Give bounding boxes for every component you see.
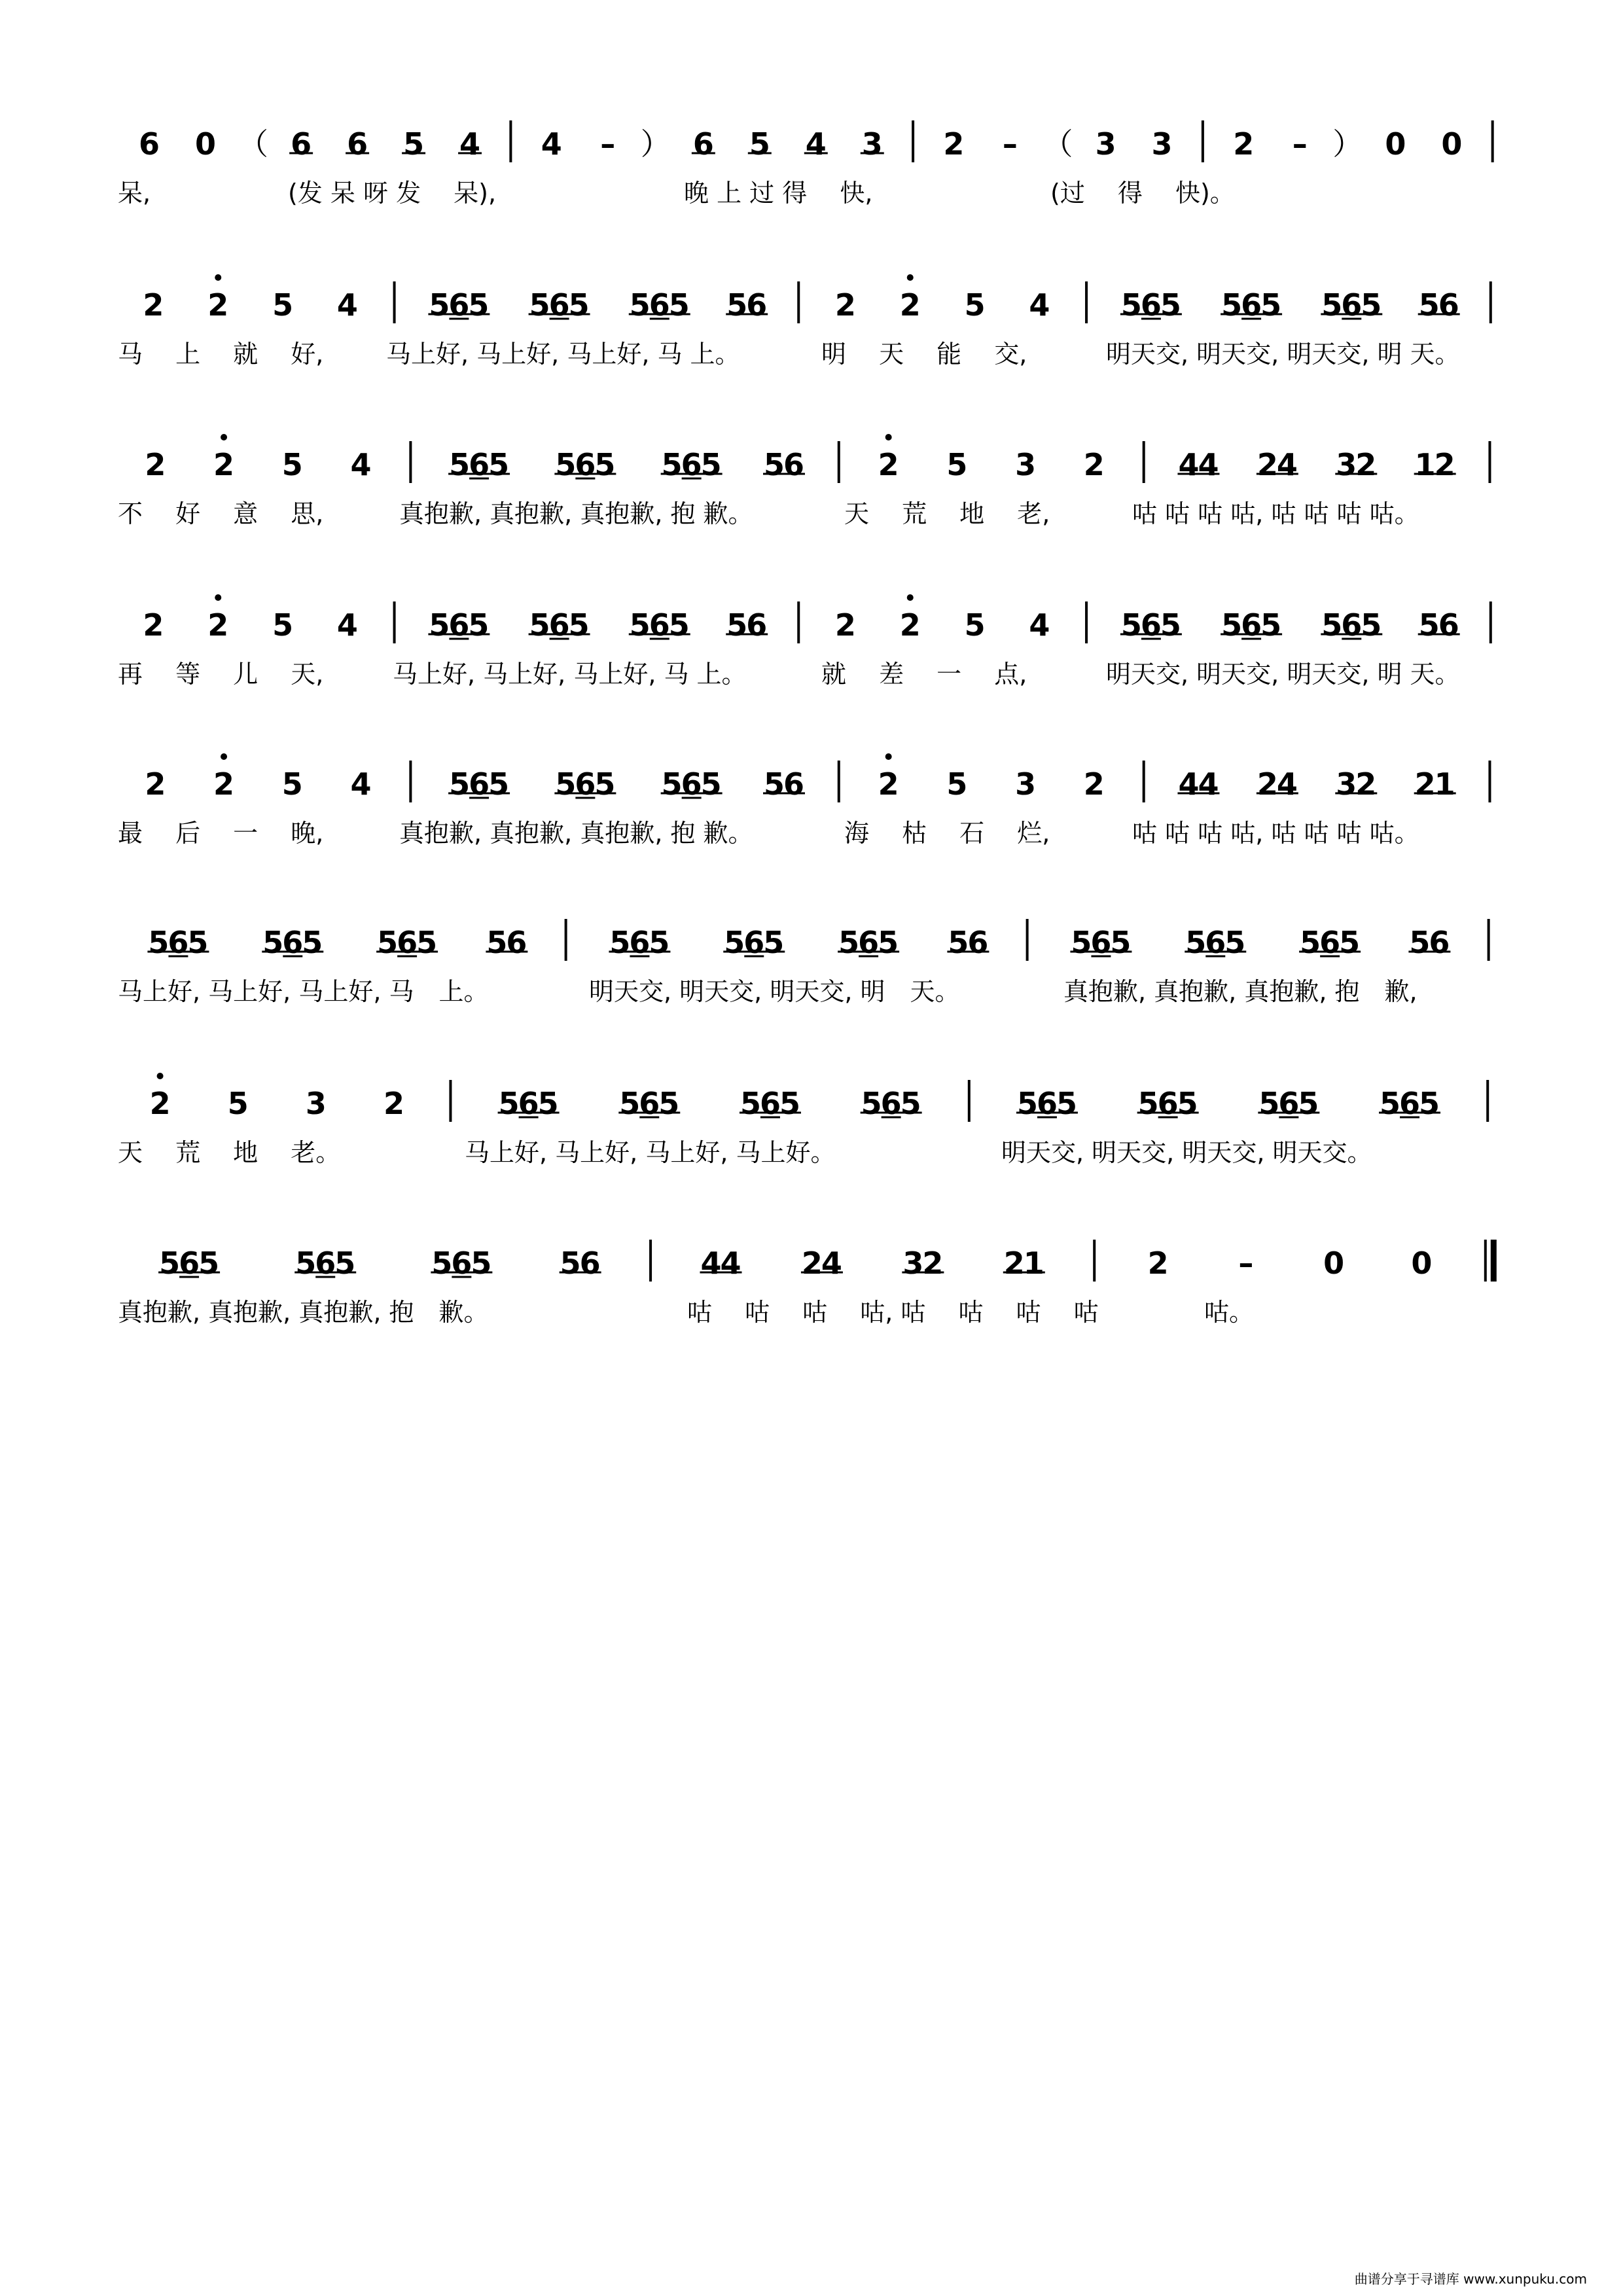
note-digit: 4 bbox=[350, 447, 372, 482]
note-digit: 2 bbox=[1083, 766, 1105, 802]
note-digit: 5 bbox=[468, 607, 490, 643]
note-digit: 3 bbox=[305, 1086, 327, 1121]
note-digit: 2 bbox=[213, 447, 235, 482]
note-digit: 6 bbox=[1319, 925, 1341, 960]
note-digit: 3 bbox=[1015, 766, 1037, 802]
lyric-line: 真抱歉, 真抱歉, 真抱歉, 抱 歉。 bbox=[399, 499, 753, 528]
note-digit: 2 bbox=[1355, 447, 1377, 482]
octave-dot bbox=[221, 753, 227, 760]
note-digit: 2 bbox=[801, 1246, 823, 1281]
note-digit: 2 bbox=[149, 1086, 171, 1121]
note-digit: 5 bbox=[1260, 607, 1282, 643]
note-digit: 5 bbox=[668, 607, 690, 643]
note-digit: 2 bbox=[834, 607, 856, 643]
note-digit: 5 bbox=[449, 766, 471, 802]
note-digit: 6 bbox=[783, 766, 805, 802]
note-digit: 5 bbox=[946, 447, 968, 482]
note-digit: 5 bbox=[1224, 925, 1246, 960]
lyric-line: 咕。 bbox=[1204, 1298, 1255, 1327]
octave-dot bbox=[885, 434, 892, 440]
note-digit: 6 bbox=[579, 1246, 601, 1281]
note-digit: 5 bbox=[1321, 287, 1343, 323]
note-digit: 5 bbox=[227, 1086, 249, 1121]
extension-dash: – bbox=[600, 126, 616, 162]
lyric-line: 天 荒 地 老, bbox=[844, 499, 1050, 528]
note-digit: 5 bbox=[159, 1246, 181, 1281]
note-digit: 5 bbox=[187, 925, 209, 960]
lyric-line: 真抱歉, 真抱歉, 真抱歉, 抱 歉。 bbox=[118, 1298, 489, 1327]
lyric-line: 真抱歉, 真抱歉, 真抱歉, 抱 歉, bbox=[1063, 977, 1418, 1006]
note-digit: 6 bbox=[1241, 607, 1262, 643]
extension-dash: – bbox=[1002, 126, 1018, 162]
note-digit: 5 bbox=[1120, 607, 1142, 643]
note-digit: 4 bbox=[700, 1246, 722, 1281]
note-digit: 5 bbox=[861, 1086, 882, 1121]
note-digit: 2 bbox=[1147, 1246, 1169, 1281]
note-digit: 6 bbox=[506, 925, 527, 960]
note-digit: 4 bbox=[541, 126, 562, 162]
note-digit: 2 bbox=[145, 766, 166, 802]
lyric-line: 呆, bbox=[118, 179, 151, 207]
note-digit: 5 bbox=[1110, 925, 1132, 960]
note-digit: 5 bbox=[763, 447, 785, 482]
note-digit: 5 bbox=[700, 766, 722, 802]
lyric-line: 最 后 一 晚, bbox=[118, 819, 324, 848]
note-digit: 0 bbox=[1441, 126, 1463, 162]
note-digit: 5 bbox=[1120, 287, 1142, 323]
note-digit: 5 bbox=[560, 1246, 581, 1281]
note-digit: 5 bbox=[661, 766, 683, 802]
lyric-line: 天 荒 地 老。 bbox=[118, 1138, 341, 1167]
note-digit: 2 bbox=[1083, 447, 1105, 482]
note-digit: 6 bbox=[1438, 607, 1459, 643]
note-digit: 6 bbox=[575, 766, 596, 802]
note-digit: 5 bbox=[668, 287, 690, 323]
note-digit: 5 bbox=[658, 1086, 680, 1121]
lyric-line: (过 得 快)。 bbox=[1050, 179, 1235, 207]
note-digit: 3 bbox=[1336, 447, 1357, 482]
lyric-line: 明天交, 明天交, 明天交, 明天交。 bbox=[1001, 1138, 1372, 1167]
octave-dot bbox=[215, 274, 221, 281]
note-digit: 4 bbox=[336, 607, 358, 643]
note-digit: 0 bbox=[1323, 1246, 1345, 1281]
final-barline bbox=[1491, 1240, 1497, 1282]
octave-dot bbox=[885, 753, 892, 760]
note-digit: 2 bbox=[213, 766, 235, 802]
note-digit: 6 bbox=[518, 1086, 539, 1121]
note-digit: 6 bbox=[179, 1246, 200, 1281]
lyric-line: 马上好, 马上好, 马上好, 马 上。 bbox=[118, 977, 489, 1006]
note-digit: 6 bbox=[692, 126, 714, 162]
note-digit: 6 bbox=[397, 925, 418, 960]
lyric-line: 明天交, 明天交, 明天交, 明 天。 bbox=[1106, 660, 1460, 689]
note-digit: 5 bbox=[1160, 287, 1181, 323]
note-digit: 5 bbox=[272, 607, 294, 643]
note-digit: 5 bbox=[964, 287, 986, 323]
note-digit: 5 bbox=[629, 607, 651, 643]
note-digit: 2 bbox=[145, 447, 166, 482]
note-digit: 5 bbox=[740, 1086, 761, 1121]
note-digit: 5 bbox=[1298, 1086, 1319, 1121]
note-digit: 5 bbox=[1221, 287, 1243, 323]
note-digit: 2 bbox=[1233, 126, 1255, 162]
note-digit: 5 bbox=[1300, 925, 1321, 960]
note-digit: 4 bbox=[1029, 607, 1050, 643]
note-digit: 5 bbox=[555, 766, 577, 802]
note-digit: 5 bbox=[198, 1246, 220, 1281]
note-digit: 6 bbox=[451, 1246, 473, 1281]
note-digit: 6 bbox=[967, 925, 989, 960]
note-digit: 5 bbox=[1418, 287, 1440, 323]
note-digit: 5 bbox=[281, 447, 303, 482]
note-digit: 5 bbox=[498, 1086, 520, 1121]
note-digit: 5 bbox=[629, 287, 651, 323]
note-digit: 6 bbox=[681, 447, 702, 482]
lyric-line: 咕 咕 咕 咕, 咕 咕 咕 咕。 bbox=[1132, 499, 1419, 528]
lyric-line: 再 等 儿 天, bbox=[118, 660, 324, 689]
note-digit: 5 bbox=[281, 766, 303, 802]
note-digit: 6 bbox=[1140, 287, 1162, 323]
note-digit: 5 bbox=[449, 447, 471, 482]
note-digit: 5 bbox=[763, 766, 785, 802]
note-digit: 6 bbox=[1429, 925, 1450, 960]
note-digit: 5 bbox=[594, 766, 616, 802]
octave-dot bbox=[907, 274, 914, 281]
note-digit: 1 bbox=[1434, 766, 1455, 802]
note-digit: 6 bbox=[347, 126, 368, 162]
note-digit: 5 bbox=[537, 1086, 559, 1121]
note-digit: 5 bbox=[486, 925, 508, 960]
extension-dash: – bbox=[1238, 1246, 1254, 1281]
note-digit: 5 bbox=[272, 287, 294, 323]
note-digit: 4 bbox=[350, 766, 372, 802]
note-digit: 2 bbox=[207, 287, 229, 323]
lyric-line: 马上好, 马上好, 马上好, 马 上。 bbox=[393, 660, 747, 689]
note-digit: 6 bbox=[469, 447, 490, 482]
note-digit: 3 bbox=[861, 126, 883, 162]
note-digit: 6 bbox=[1341, 607, 1363, 643]
note-digit: 4 bbox=[336, 287, 358, 323]
lyric-line: 明 天 能 交, bbox=[821, 340, 1027, 368]
note-digit: 2 bbox=[1257, 766, 1278, 802]
note-digit: 3 bbox=[1151, 126, 1173, 162]
note-digit: 2 bbox=[899, 607, 921, 643]
parenthesis: ） bbox=[640, 126, 671, 162]
note-digit: 5 bbox=[488, 447, 510, 482]
note-digit: 6 bbox=[639, 1086, 660, 1121]
note-digit: 1 bbox=[1414, 447, 1436, 482]
note-digit: 5 bbox=[334, 1246, 356, 1281]
note-digit: 3 bbox=[1015, 447, 1037, 482]
note-digit: 5 bbox=[878, 925, 899, 960]
note-digit: 6 bbox=[1278, 1086, 1300, 1121]
lyric-line: 晚 上 过 得 快, bbox=[684, 179, 873, 207]
note-digit: 2 bbox=[1434, 447, 1455, 482]
note-digit: 6 bbox=[469, 766, 490, 802]
note-digit: 3 bbox=[1336, 766, 1357, 802]
note-digit: 6 bbox=[649, 607, 670, 643]
note-digit: 4 bbox=[1029, 287, 1050, 323]
lyric-line: 马上好, 马上好, 马上好, 马上好。 bbox=[465, 1138, 836, 1167]
note-digit: 6 bbox=[746, 287, 768, 323]
note-digit: 5 bbox=[429, 607, 450, 643]
note-digit: 5 bbox=[529, 287, 550, 323]
note-digit: 6 bbox=[1205, 925, 1226, 960]
note-digit: 4 bbox=[1276, 447, 1298, 482]
note-digit: 6 bbox=[880, 1086, 902, 1121]
note-digit: 2 bbox=[922, 1246, 944, 1281]
note-digit: 5 bbox=[431, 1246, 453, 1281]
note-digit: 2 bbox=[878, 447, 899, 482]
note-digit: 6 bbox=[858, 925, 880, 960]
note-digit: 2 bbox=[207, 607, 229, 643]
note-digit: 5 bbox=[726, 287, 748, 323]
note-digit: 5 bbox=[468, 287, 490, 323]
note-digit: 5 bbox=[377, 925, 399, 960]
note-digit: 2 bbox=[383, 1086, 405, 1121]
note-digit: 5 bbox=[295, 1246, 317, 1281]
note-digit: 6 bbox=[1036, 1086, 1058, 1121]
note-digit: 5 bbox=[429, 287, 450, 323]
note-digit: 5 bbox=[416, 925, 438, 960]
note-digit: 5 bbox=[1339, 925, 1361, 960]
note-digit: 5 bbox=[1016, 1086, 1038, 1121]
note-digit: 6 bbox=[1341, 287, 1363, 323]
octave-dot bbox=[221, 434, 227, 440]
note-digit: 5 bbox=[900, 1086, 921, 1121]
note-digit: 5 bbox=[555, 447, 577, 482]
lyric-line: 咕 咕 咕 咕, 咕 咕 咕 咕 bbox=[687, 1298, 1099, 1327]
note-digit: 5 bbox=[661, 447, 683, 482]
note-digit: 3 bbox=[902, 1246, 924, 1281]
note-digit: 5 bbox=[262, 925, 284, 960]
note-digit: 5 bbox=[1260, 287, 1282, 323]
note-digit: 6 bbox=[138, 126, 160, 162]
parenthesis: ） bbox=[1332, 126, 1363, 162]
note-digit: 4 bbox=[1198, 766, 1219, 802]
note-digit: 5 bbox=[1361, 287, 1382, 323]
note-digit: 2 bbox=[143, 607, 164, 643]
note-digit: 5 bbox=[529, 607, 550, 643]
lyric-line: 明天交, 明天交, 明天交, 明 天。 bbox=[1106, 340, 1460, 368]
note-digit: 5 bbox=[964, 607, 986, 643]
note-digit: 6 bbox=[315, 1246, 336, 1281]
note-digit: 5 bbox=[649, 925, 670, 960]
note-digit: 5 bbox=[1221, 607, 1243, 643]
note-digit: 5 bbox=[1380, 1086, 1401, 1121]
note-digit: 2 bbox=[1257, 447, 1278, 482]
note-digit: 6 bbox=[1399, 1086, 1421, 1121]
note-digit: 4 bbox=[821, 1246, 842, 1281]
note-digit: 2 bbox=[943, 126, 965, 162]
note-digit: 2 bbox=[1003, 1246, 1025, 1281]
octave-dot bbox=[157, 1073, 164, 1079]
note-digit: 5 bbox=[1185, 925, 1207, 960]
note-digit: 2 bbox=[1414, 766, 1436, 802]
note-digit: 5 bbox=[403, 126, 425, 162]
note-digit: 6 bbox=[629, 925, 651, 960]
lyric-line: 真抱歉, 真抱歉, 真抱歉, 抱 歉。 bbox=[399, 819, 753, 848]
note-digit: 5 bbox=[1137, 1086, 1159, 1121]
note-digit: 6 bbox=[1438, 287, 1459, 323]
note-digit: 5 bbox=[749, 126, 770, 162]
lyric-line: (发 呆 呀 发 呆), bbox=[288, 179, 497, 207]
note-digit: 5 bbox=[568, 607, 590, 643]
note-digit: 4 bbox=[459, 126, 481, 162]
note-digit: 6 bbox=[548, 607, 570, 643]
note-digit: 6 bbox=[548, 287, 570, 323]
note-digit: 5 bbox=[594, 447, 616, 482]
note-digit: 6 bbox=[168, 925, 189, 960]
note-digit: 2 bbox=[834, 287, 856, 323]
note-digit: 3 bbox=[1095, 126, 1116, 162]
note-digit: 5 bbox=[488, 766, 510, 802]
note-digit: 4 bbox=[720, 1246, 741, 1281]
note-digit: 6 bbox=[746, 607, 768, 643]
note-digit: 6 bbox=[1241, 287, 1262, 323]
note-digit: 5 bbox=[1418, 607, 1440, 643]
note-digit: 5 bbox=[609, 925, 631, 960]
note-digit: 5 bbox=[946, 766, 968, 802]
octave-dot bbox=[907, 594, 914, 601]
note-digit: 5 bbox=[471, 1246, 492, 1281]
lyric-line: 明天交, 明天交, 明天交, 明 天。 bbox=[589, 977, 960, 1006]
note-digit: 4 bbox=[1198, 447, 1219, 482]
note-digit: 0 bbox=[1385, 126, 1406, 162]
note-digit: 5 bbox=[148, 925, 169, 960]
note-digit: 6 bbox=[448, 607, 470, 643]
note-digit: 5 bbox=[1409, 925, 1431, 960]
note-digit: 5 bbox=[838, 925, 860, 960]
note-digit: 6 bbox=[282, 925, 304, 960]
note-digit: 1 bbox=[1023, 1246, 1044, 1281]
note-digit: 5 bbox=[948, 925, 969, 960]
parenthesis: （ bbox=[238, 126, 269, 162]
note-digit: 0 bbox=[194, 126, 216, 162]
note-digit: 5 bbox=[1160, 607, 1181, 643]
note-digit: 6 bbox=[743, 925, 765, 960]
lyric-line: 马 上 就 好, bbox=[118, 340, 324, 368]
note-digit: 6 bbox=[1090, 925, 1112, 960]
note-digit: 6 bbox=[448, 287, 470, 323]
note-digit: 6 bbox=[1140, 607, 1162, 643]
note-digit: 2 bbox=[1355, 766, 1377, 802]
lyric-line: 马上好, 马上好, 马上好, 马 上。 bbox=[386, 340, 740, 368]
note-digit: 6 bbox=[681, 766, 702, 802]
note-digit: 5 bbox=[1361, 607, 1382, 643]
note-digit: 2 bbox=[899, 287, 921, 323]
note-digit: 4 bbox=[1276, 766, 1298, 802]
parenthesis: （ bbox=[1043, 126, 1073, 162]
lyric-line: 就 差 一 点, bbox=[821, 660, 1027, 689]
note-digit: 5 bbox=[779, 1086, 800, 1121]
note-digit: 6 bbox=[575, 447, 596, 482]
note-digit: 5 bbox=[1056, 1086, 1077, 1121]
note-digit: 0 bbox=[1411, 1246, 1433, 1281]
note-digit: 5 bbox=[1177, 1086, 1198, 1121]
note-digit: 6 bbox=[649, 287, 670, 323]
note-digit: 4 bbox=[1178, 447, 1200, 482]
note-digit: 6 bbox=[1157, 1086, 1179, 1121]
note-digit: 5 bbox=[763, 925, 785, 960]
lyric-line: 海 枯 石 烂, bbox=[844, 819, 1050, 848]
note-digit: 5 bbox=[700, 447, 722, 482]
octave-dot bbox=[215, 594, 221, 601]
note-digit: 5 bbox=[726, 607, 748, 643]
note-digit: 5 bbox=[568, 287, 590, 323]
extension-dash: – bbox=[1292, 126, 1308, 162]
note-digit: 6 bbox=[759, 1086, 781, 1121]
note-digit: 4 bbox=[1178, 766, 1200, 802]
note-digit: 6 bbox=[783, 447, 805, 482]
note-digit: 5 bbox=[302, 925, 323, 960]
note-digit: 5 bbox=[1071, 925, 1092, 960]
note-digit: 6 bbox=[291, 126, 312, 162]
note-digit: 4 bbox=[805, 126, 827, 162]
lyric-line: 咕 咕 咕 咕, 咕 咕 咕 咕。 bbox=[1132, 819, 1419, 848]
lyric-line: 不 好 意 思, bbox=[118, 499, 324, 528]
note-digit: 5 bbox=[724, 925, 745, 960]
note-digit: 2 bbox=[143, 287, 164, 323]
footer-watermark: 曲谱分享于寻谱库 www.xunpuku.com bbox=[1354, 2271, 1587, 2287]
note-digit: 5 bbox=[1258, 1086, 1280, 1121]
note-digit: 5 bbox=[1419, 1086, 1440, 1121]
note-digit: 5 bbox=[1321, 607, 1343, 643]
note-digit: 5 bbox=[619, 1086, 641, 1121]
note-digit: 2 bbox=[878, 766, 899, 802]
